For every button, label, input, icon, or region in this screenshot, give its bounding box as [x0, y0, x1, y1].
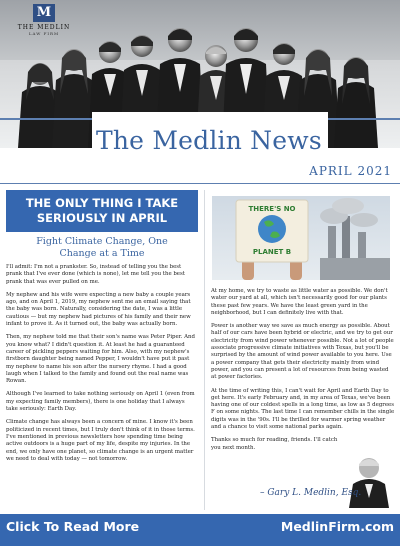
- website-link[interactable]: MedlinFirm.com: [280, 519, 394, 534]
- subhead-line-1: Fight Climate Change, One: [36, 236, 168, 247]
- paragraph: Climate change has always been a concern of mine. I know it's been politicized in recent times, but I truly don't think of it in those terms. I've mentioned in previous newsletters how spending time being active outdoors is a huge part of my life, despite my injuries. In the end, we only have one planet, so climate change is an urgent matter we need to deal with today — not tomorrow.: [6, 419, 195, 462]
- logo-mark: M: [33, 4, 55, 22]
- issue-date: APRIL 2021: [309, 164, 392, 178]
- read-more-link[interactable]: Click To Read More: [6, 519, 140, 534]
- logo-name: THE MEDLIN: [17, 24, 71, 31]
- headline-line-2: SERIOUSLY IN APRIL: [36, 211, 168, 225]
- paragraph: I'll admit: I'm not a prankster. So, instead of telling you the best prank that I've ever done (which is none), let me tell you the best prank that was ever pulled on me.: [6, 264, 185, 285]
- article-headline: [6, 190, 198, 232]
- article-left-column: [6, 264, 198, 469]
- paragraph: At the time of writing this, I can't wait for April and Earth Day to get here. It's early February and, in my area of Texas, we've been having one of our coldest spells in a long time, as low as 5 degrees F on some nights. The last time I can remember chills in the single digits was in the '90s. I'll be thrilled for warmer spring weather and a chance to visit some national parks again.: [211, 387, 395, 431]
- svg-text:THERE'S NO: THERE'S NO: [248, 205, 296, 213]
- title-rule-right: [328, 118, 400, 120]
- article-subheading: [6, 236, 198, 260]
- svg-text:PLANET B: PLANET B: [252, 248, 292, 256]
- paragraph: Although I've learned to take nothing seriously on April 1 (even from my expecting family members), there is one holiday that I always take seriously: Earth Day.: [6, 391, 195, 413]
- column-divider: [204, 190, 205, 510]
- article-right-column: [211, 288, 395, 458]
- author-signature: – Gary L. Medlin, Esq.: [260, 488, 362, 498]
- protest-sign-graphic: [212, 196, 390, 280]
- title-rule-left: [0, 118, 92, 120]
- paragraph: Power is another way we save as much energy as possible. About half of our cars have been hybrid or electric, and we try to get our electricity from wind power whenever possible. Not a lot of people associate progressive climate initiatives with Texas, but you'll be surprised by the amount of wind power available to you here. Use a power company that gets their electricity mainly from wind power, and you can present a lot of resources from being wasted at power factories.: [211, 323, 394, 381]
- planet-b-illustration: [212, 196, 390, 280]
- author-photo: [345, 448, 393, 508]
- paragraph: Then, my nephew told me that their son's name was Peter Piper. And you know what? I didn't question it. At least he had a guaranteed career of pickling peppers waiting for him. Also, with my nephew's firstborn daughter being named Pepper, I wouldn't have put it past my nephew to name his son after the nursery rhyme. I had a good laugh when I talked to the family and found out the real name was Rowan.: [6, 334, 195, 385]
- logo-subtitle: LAW FIRM: [28, 31, 60, 36]
- subhead-line-2: Change at a Time: [59, 248, 145, 259]
- paragraph: My nephew and his wife were expecting a new baby a couple years ago, and on April 1, 2019, my nephew sent me an email saying that the baby was born. Naturally, considering the date, I was a little cautious — but my nephew had pictures of his family and their new infant to prove it. As it turned out, the baby was actually born.: [6, 291, 191, 328]
- author-portrait: [345, 448, 393, 508]
- paragraph: At my home, we try to waste as little water as possible. We don't water our yard at all, which isn't necessarily good for our plants these past few years. We have the least green yard in the neighborhood, but I can definitely live with that.: [211, 288, 388, 316]
- paragraph: Thanks so much for reading, friends. I'll catch you next month.: [211, 437, 338, 451]
- header-divider: [0, 183, 400, 184]
- newsletter-title: The Medlin News: [96, 126, 322, 155]
- headline-line-1: THE ONLY THING I TAKE: [25, 196, 179, 210]
- firm-logo[interactable]: [14, 4, 74, 44]
